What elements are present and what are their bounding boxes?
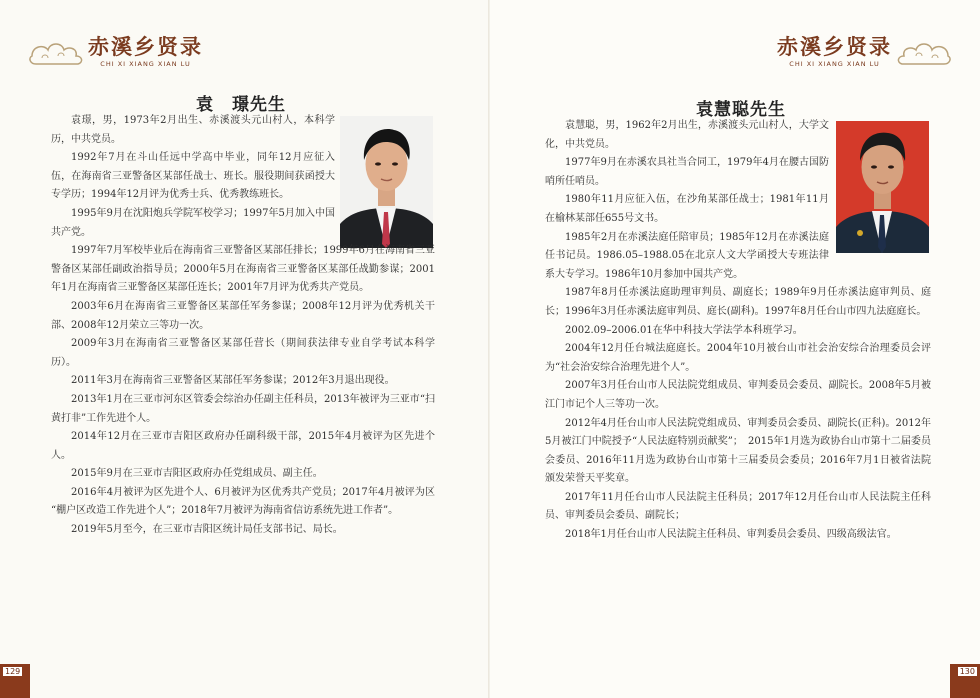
person-name: 袁 璟先生 bbox=[196, 95, 286, 115]
left-header bbox=[28, 34, 203, 68]
bio-paragraph: 2009年3月在海南省三亚警备区某部任营长（期间获法律专业自学考试本科学历）。 bbox=[51, 338, 435, 368]
bio-paragraph: 2012年4月任台山市人民法院党组成员、审判委员会委员、副院长(正科)。2012年5月被江门中院授予“人民法庭特别贡献奖”； 2015年1月选为政协台山市第十二届委员会委员、2016年11月选为政协台山市第十三届委员会委员；2016年7月1日被省法院颁发荣誉天平奖章。 bbox=[545, 417, 931, 485]
bio-paragraph: 2003年6月在海南省三亚警备区某部任军务参谋；2008年12月评为优秀机关干部、2008年12月荣立三等功一次。 bbox=[51, 300, 435, 331]
bio-paragraph: 1985年2月在赤溪法庭任陪审员；1985年12月在赤溪法庭任书记员。1986.05–1988.05在北京人文大学函授大专班法律系大专学习。1986年10月参加中国共产党。 bbox=[545, 231, 829, 280]
bio-paragraph: 袁璟，男，1973年2月出生、赤溪渡头元山村人，本科学历，中共党员。 bbox=[51, 115, 335, 145]
brand-title: 赤溪乡贤录 bbox=[777, 33, 892, 59]
bio-paragraph: 1987年8月任赤溪法庭助理审判员、副庭长；1989年9月任赤溪法庭审判员、庭长；1996年3月任赤溪法庭审判员、庭长(副科)。1997年8月任台山市四九法庭庭长。 bbox=[545, 287, 931, 317]
right-header bbox=[777, 34, 952, 68]
bio-paragraph: 2002.09–2006.01在华中科技大学法学本科班学习。 bbox=[565, 324, 803, 336]
bio-paragraph: 1997年7月军校毕业后在海南省三亚警备区某部任排长；1999年6月在海南省三亚警备区某部任副政治指导员；2000年5月在海南省三亚警备区某部任战勤参谋；2001年1月在海南省三亚警备区某部任连长；2001年7月评为优秀共产党员。 bbox=[51, 245, 435, 294]
biography-text bbox=[545, 117, 931, 545]
bio-paragraph: 2011年3月在海南省三亚警备区某部任军务参谋；2012年3月退出现役。 bbox=[71, 375, 395, 387]
cloud-ornament-icon bbox=[28, 34, 88, 68]
bio-paragraph: 1977年9月在赤溪农具社当合同工，1979年4月在腰古国防哨所任哨员。 bbox=[545, 157, 829, 187]
bio-paragraph: 2015年9月在三亚市吉阳区政府办任党组成员、副主任。 bbox=[71, 468, 323, 480]
biography-text bbox=[51, 112, 435, 540]
bio-paragraph: 2007年3月任台山市人民法院党组成员、审判委员会委员、副院长。2008年5月被江门市记个人三等功一次。 bbox=[545, 380, 931, 410]
bio-paragraph: 1980年11月应征入伍，在沙角某部任战士；1981年11月在榆林某部任655号文书。 bbox=[545, 194, 829, 224]
page-number: 129 bbox=[2, 666, 23, 677]
bio-paragraph: 2013年1月在三亚市河东区管委会综治办任副主任科员，2013年被评为三亚市“扫黄打非”工作先进个人。 bbox=[51, 393, 435, 424]
bio-paragraph: 2017年11月任台山市人民法院主任科员；2017年12月任台山市人民法院主任科员、审判委员会委员、副院长； bbox=[545, 491, 931, 522]
bio-paragraph: 袁慧聪，男，1962年2月出生，赤溪渡头元山村人，大学文化，中共党员。 bbox=[545, 120, 829, 150]
bio-paragraph: 2016年4月被评为区先进个人、6月被评为区优秀共产党员；2017年4月被评为区 “棚户区改造工作先进个人”；2018年7月被评为海南省信访系统先进工作者”。 bbox=[51, 486, 435, 517]
page-number: 130 bbox=[957, 666, 978, 677]
brand-logo bbox=[777, 35, 892, 68]
bio-paragraph: 2018年1月任台山市人民法院主任科员、审判委员会委员、四级高级法官。 bbox=[565, 529, 897, 541]
cloud-ornament-icon bbox=[892, 34, 952, 68]
page-number-tab bbox=[0, 664, 30, 698]
brand-title: 赤溪乡贤录 bbox=[88, 33, 203, 59]
person-name: 袁慧聪先生 bbox=[696, 100, 786, 120]
brand-subtitle: CHI XI XIANG XIAN LU bbox=[100, 59, 191, 68]
bio-paragraph: 2014年12月在三亚市吉阳区政府办任副科级干部，2015年4月被评为区先进个人。 bbox=[51, 431, 435, 461]
page-number-tab bbox=[950, 664, 980, 698]
bio-paragraph: 1995年9月在沈阳炮兵学院军校学习；1997年5月加入中国共产党。 bbox=[51, 207, 335, 238]
bio-paragraph: 1992年7月在斗山任远中学高中毕业，同年12月应征入伍，在海南省三亚警备区某部任战士、班长。服役期间获函授大专学历；1994年12月评为优秀士兵、优秀教练班长。 bbox=[51, 152, 335, 201]
bio-paragraph: 2004年12月任台城法庭庭长。2004年10月被台山市社会治安综合治理委员会评为“社会治安综合治理先进个人”。 bbox=[545, 343, 931, 373]
brand-logo bbox=[88, 35, 203, 68]
bio-paragraph: 2019年5月至今，在三亚市吉阳区统计局任支部书记、局长。 bbox=[71, 524, 343, 536]
brand-subtitle: CHI XI XIANG XIAN LU bbox=[789, 59, 880, 68]
right-page bbox=[490, 0, 980, 698]
